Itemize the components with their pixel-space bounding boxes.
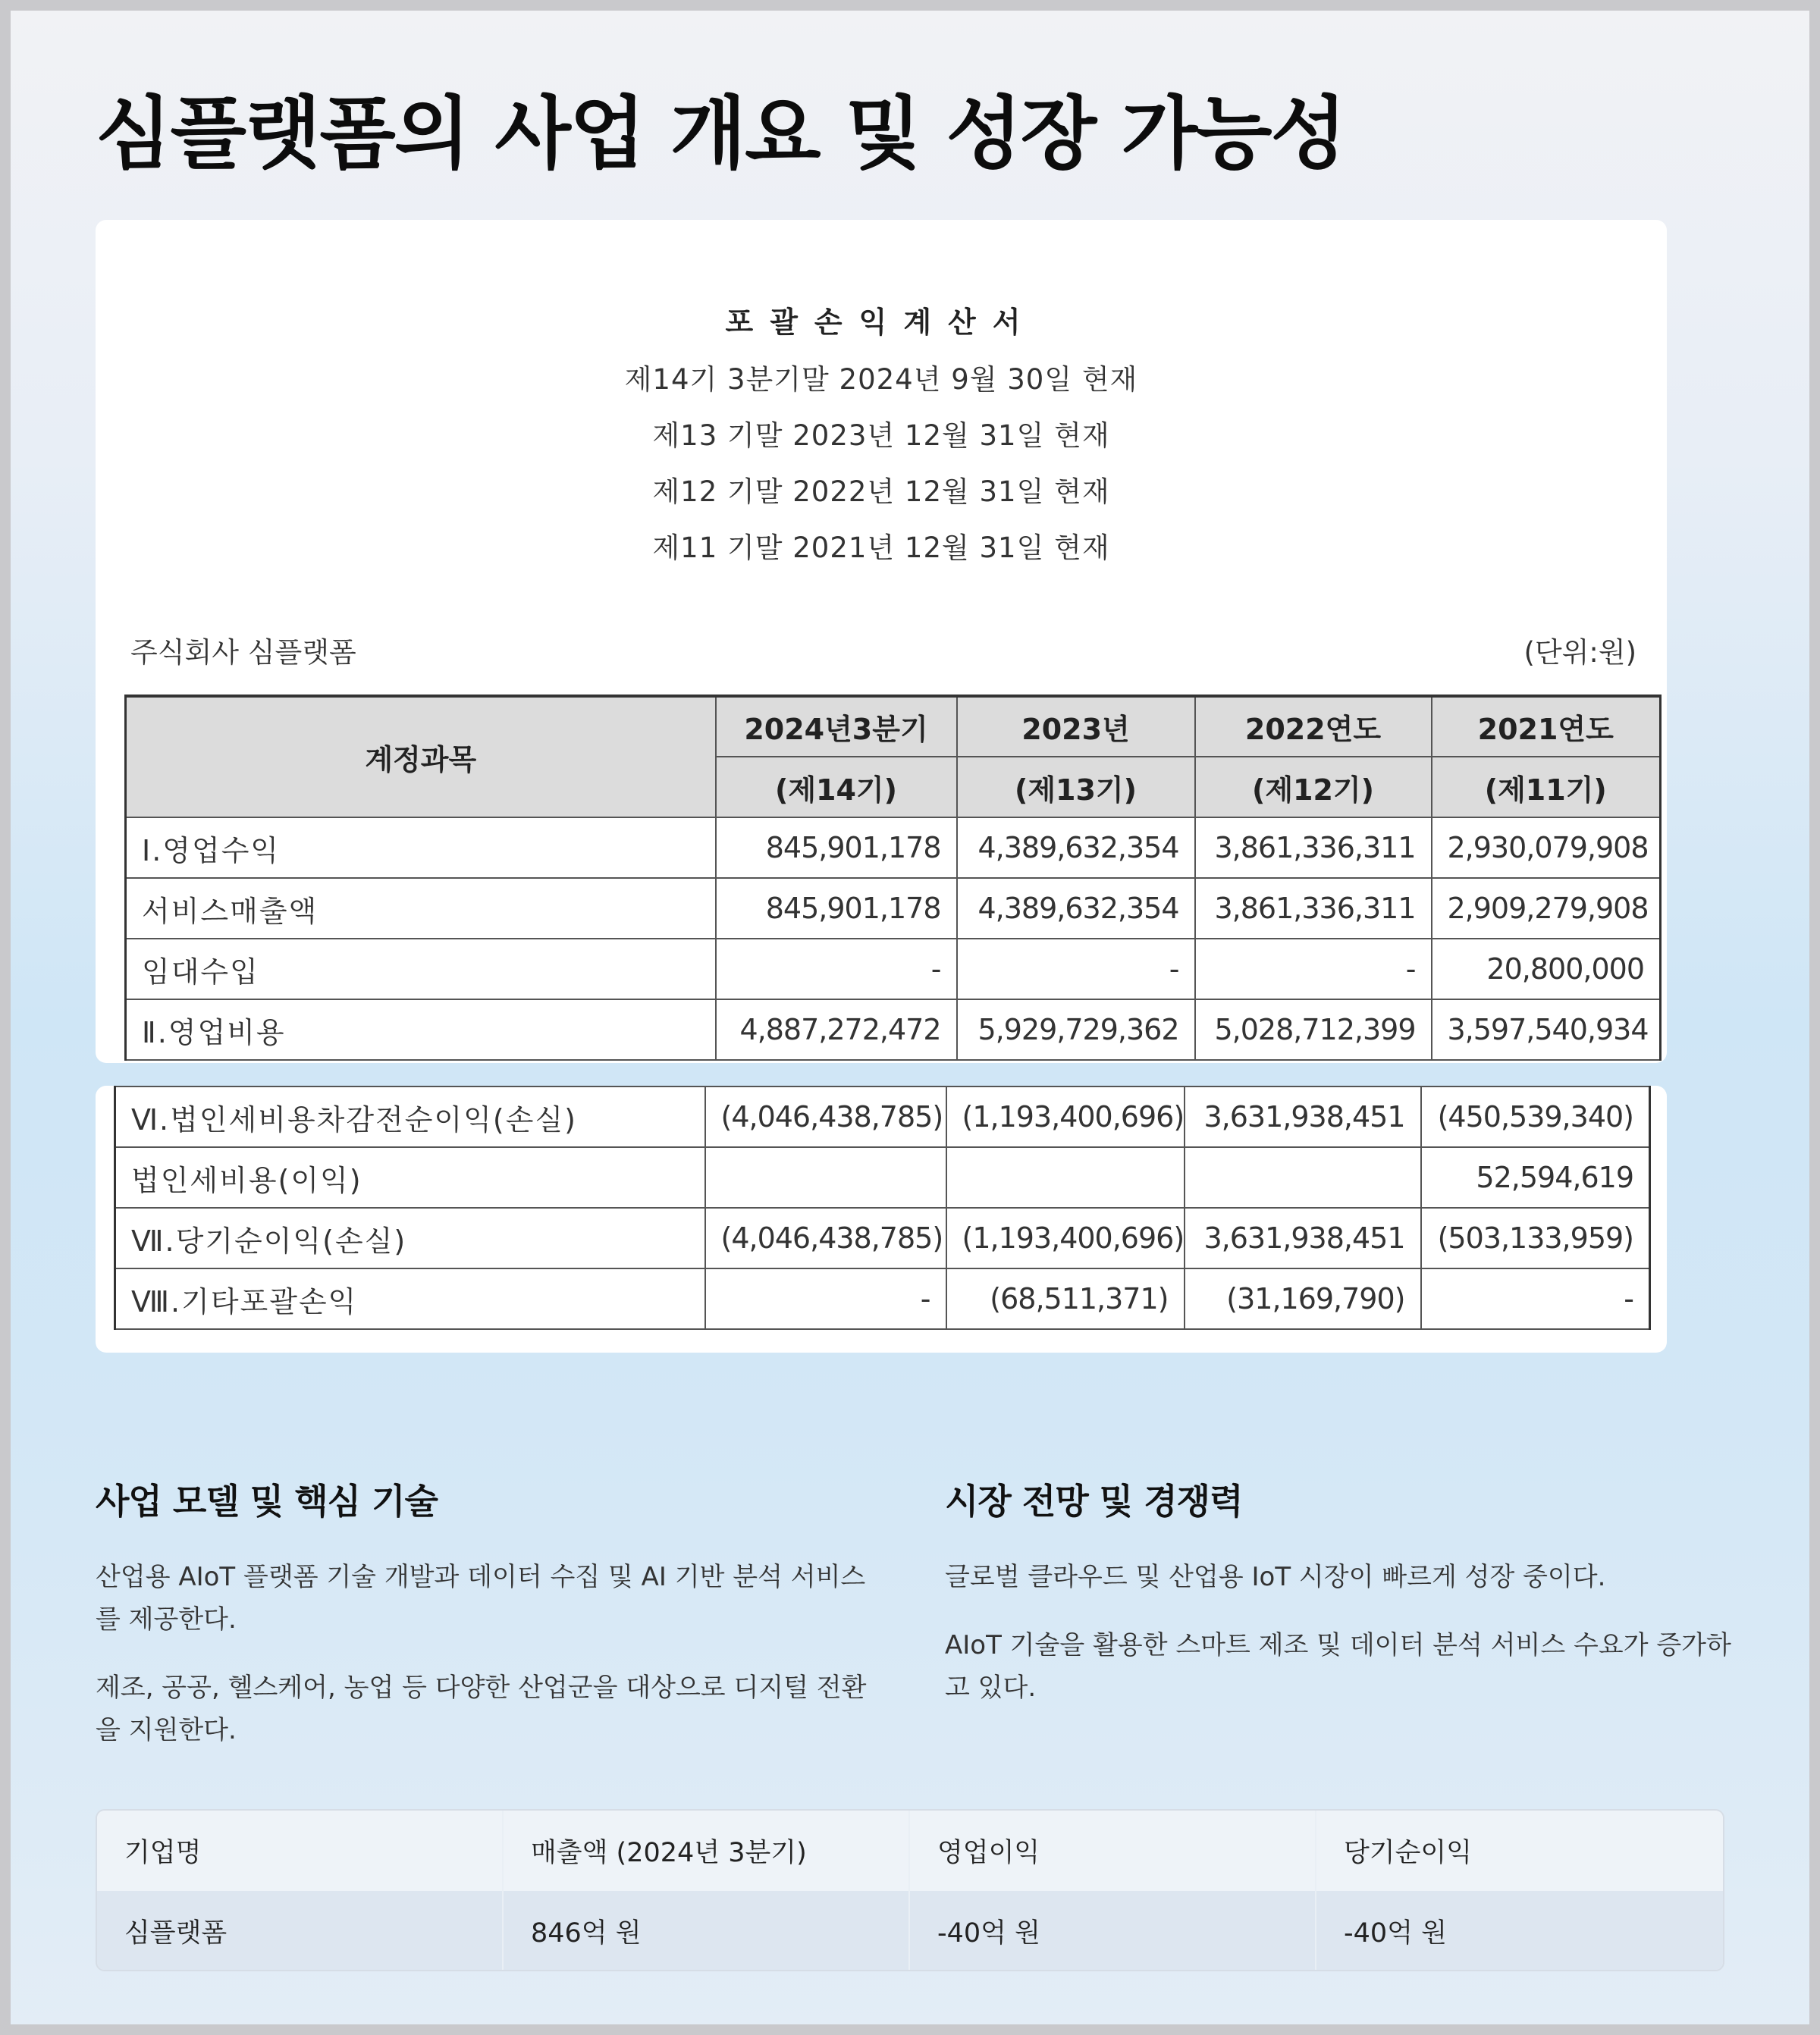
header-term: (제11기) [1432,757,1661,817]
table-row [115,1086,1650,1147]
summary-header-cell: 기업명 [97,1811,504,1891]
cell-value: 4,389,632,354 [957,817,1195,878]
cell-value: 3,861,336,311 [1195,878,1432,939]
section-heading: 시장 전망 및 경쟁력 [945,1481,1243,1522]
row-label: 서비스매출액 [126,878,716,939]
row-label: 법인세비용(이익) [115,1147,705,1208]
unit-label: (단위:원) [1523,636,1636,669]
income-statement-card [96,220,1667,1063]
summary-header-cell: 영업이익 [910,1811,1316,1891]
cell-value: 4,887,272,472 [716,999,957,1060]
section-paragraph: AIoT 기술을 활용한 스마트 제조 및 데이터 분석 서비스 수요가 증가하고 있다. [945,1630,1731,1703]
cell-value: 5,028,712,399 [1195,999,1432,1060]
table-row [126,999,1661,1060]
cell-value: (68,511,371) [946,1268,1185,1329]
table-row [115,1147,1650,1208]
row-label: Ⅶ.당기순이익(손실) [115,1208,705,1268]
row-label: Ⅱ.영업비용 [126,999,716,1060]
cell-value: (4,046,438,785) [705,1086,946,1147]
cell-value: 2,930,079,908 [1432,817,1661,878]
cell-value: 3,597,540,934 [1432,999,1661,1060]
section-paragraph: 글로벌 클라우드 및 산업용 IoT 시장이 빠르게 성장 중이다. [945,1562,1606,1592]
header-year: 2022연도 [1195,696,1432,757]
cell-value: 5,929,729,362 [957,999,1195,1060]
cell-value [1185,1147,1421,1208]
page-frame [11,11,1809,2024]
income-statement-card-continued [96,1086,1667,1353]
cell-value [946,1147,1185,1208]
cell-value: 845,901,178 [716,817,957,878]
header-year: 2023년 [957,696,1195,757]
row-label: Ⅰ.영업수익 [126,817,716,878]
page-title: 심플랫폼의 사업 개요 및 성장 가능성 [96,87,1345,180]
cell-value: (1,193,400,696) [946,1208,1185,1268]
market-outlook-section [945,1474,1734,1735]
period-line: 제12 기말 2022년 12월 31일 현재 [652,475,1110,508]
row-label: 임대수입 [126,939,716,999]
table-row [115,1208,1650,1268]
header-term: (제13기) [957,757,1195,817]
table-row [126,878,1661,939]
period-line: 제13 기말 2023년 12월 31일 현재 [652,419,1110,452]
table-row [115,1268,1650,1329]
section-paragraph: 산업용 AIoT 플랫폼 기술 개발과 데이터 수집 및 AI 기반 분석 서비스를 제공한다. [96,1562,866,1635]
row-label: Ⅵ.법인세비용차감전순이익(손실) [115,1086,705,1147]
period-line: 제14기 3분기말 2024년 9월 30일 현재 [624,363,1138,396]
cell-value: 3,631,938,451 [1185,1086,1421,1147]
summary-header-cell: 매출액 (2024년 3분기) [504,1811,910,1891]
cell-value: - [1421,1268,1650,1329]
cell-value: (503,133,959) [1421,1208,1650,1268]
cell-value: 20,800,000 [1432,939,1661,999]
cell-value: 4,389,632,354 [957,878,1195,939]
cell-value: 52,594,619 [1421,1147,1650,1208]
summary-table [96,1809,1724,1971]
statement-title: 포괄손익계산서 [725,306,1037,339]
business-model-section [96,1474,869,1777]
cell-value: - [705,1268,946,1329]
summary-cell: 846억 원 [504,1891,910,1971]
cell-value: (31,169,790) [1185,1268,1421,1329]
cell-value: (1,193,400,696) [946,1086,1185,1147]
section-heading: 사업 모델 및 핵심 기술 [96,1481,438,1522]
header-year: 2024년3분기 [716,696,957,757]
cell-value: - [1195,939,1432,999]
summary-cell: 심플랫폼 [97,1891,504,1971]
section-paragraph: 제조, 공공, 헬스케어, 농업 등 다양한 산업군을 대상으로 디지털 전환을 지원한다. [96,1673,867,1745]
cell-value: 3,631,938,451 [1185,1208,1421,1268]
header-term: (제14기) [716,757,957,817]
cell-value: - [957,939,1195,999]
statement-table-bottom [114,1086,1651,1330]
cell-value: 3,861,336,311 [1195,817,1432,878]
cell-value: 845,901,178 [716,878,957,939]
cell-value: (4,046,438,785) [705,1208,946,1268]
cell-value [705,1147,946,1208]
period-line: 제11 기말 2021년 12월 31일 현재 [652,531,1110,564]
summary-cell: -40억 원 [1344,1918,1447,1949]
summary-data-row [97,1891,1723,1971]
summary-header-cell: 당기순이익 [1344,1838,1473,1868]
summary-cell: -40억 원 [910,1891,1316,1971]
header-term: (제12기) [1195,757,1432,817]
summary-header-row [97,1811,1723,1891]
cell-value: - [716,939,957,999]
company-name: 주식회사 심플랫폼 [130,636,356,669]
table-row [126,817,1661,878]
cell-value: 2,909,279,908 [1432,878,1661,939]
row-label: Ⅷ.기타포괄손익 [115,1268,705,1329]
cell-value: (450,539,340) [1421,1086,1650,1147]
header-year: 2021연도 [1432,696,1661,757]
header-account: 계정과목 [126,696,716,817]
table-row [126,939,1661,999]
statement-table-top [124,695,1662,1061]
